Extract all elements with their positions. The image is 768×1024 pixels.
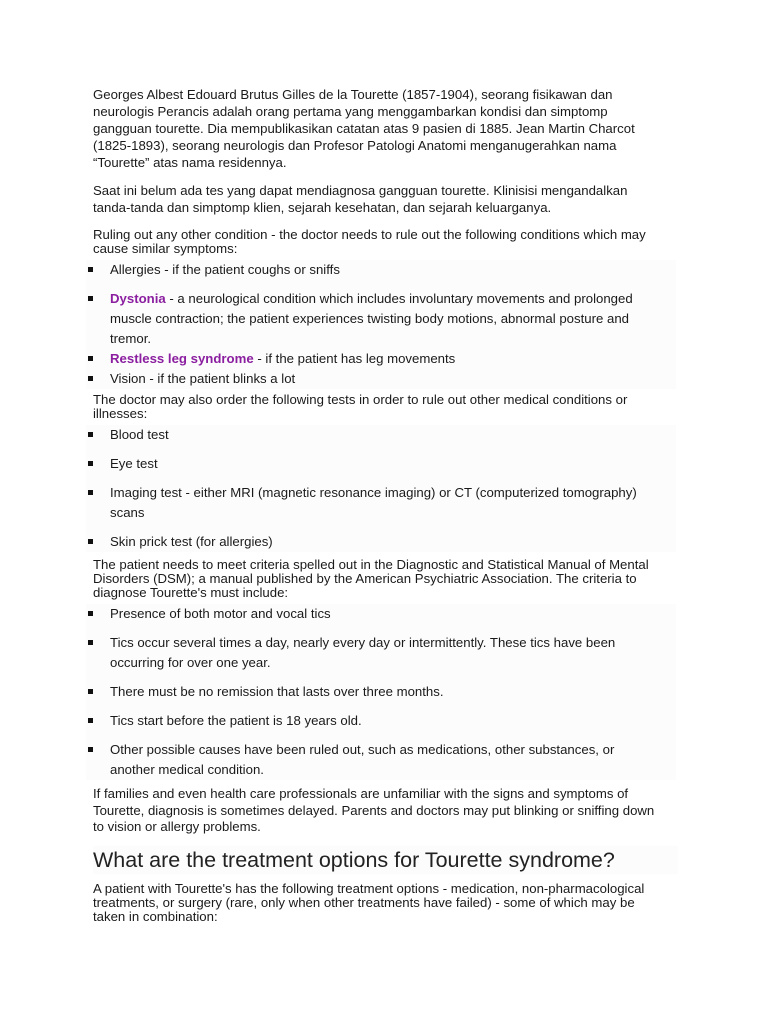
list-item: Tics start before the patient is 18 years old.	[86, 711, 676, 731]
list-item-text: - a neurological condition which includes involuntary movements and prolonged muscle contraction; the patient experiences twisting body motions, abnormal posture and tremor.	[110, 291, 633, 346]
list-item	[86, 369, 676, 389]
diagnosis-paragraph: Saat ini belum ada tes yang dapat mendiagnosa gangguan tourette. Klinisisi mengandalkan tanda-tanda dan simptomp klien, sejarah kesehatan, dan sejarah keluarganya.	[93, 183, 628, 215]
list-item: Skin prick test (for allergies)	[86, 532, 676, 552]
conditions-list	[86, 260, 676, 389]
list-item: Other possible causes have been ruled out, such as medications, other substances, or another medical condition.	[86, 740, 676, 780]
list-item-text: - if the patient has leg movements	[253, 351, 456, 366]
list-item-text: Vision - if the patient blinks a lot	[110, 371, 296, 386]
list-item: Blood test	[86, 425, 676, 445]
list-item: There must be no remission that lasts over three months.	[86, 682, 676, 702]
list-item: Presence of both motor and vocal tics	[86, 604, 676, 624]
tests-intro-paragraph: The doctor may also order the following tests in order to rule out other medical conditions or illnesses:	[93, 392, 628, 421]
treatment-paragraph: A patient with Tourette's has the following treatment options - medication, non-pharmacological treatments, or surgery (rare, only when other treatments have failed) - some of which may be taken in combination:	[93, 881, 645, 924]
restless-leg-syndrome-link[interactable]: Restless leg syndrome	[110, 351, 254, 366]
list-item: Imaging test - either MRI (magnetic resonance imaging) or CT (computerized tomography) scans	[86, 483, 676, 523]
list-item	[86, 349, 676, 369]
list-item: Eye test	[86, 454, 676, 474]
criteria-list	[86, 604, 676, 780]
tests-list	[86, 425, 676, 552]
intro-paragraph: Georges Albest Edouard Brutus Gilles de la Tourette (1857-1904), seorang fisikawan dan neurologis Perancis adalah orang pertama yang menggambarkan kondisi dan simptomp gangguan tourette. Dia mempublikasikan catatan atas 9 pasien di 1885. Jean Martin Charcot (1825-1893), seorang neurologis dan Profesor Patologi Anatomi menganugerahkan nama “Tourette” atas nama residennya.	[93, 87, 635, 170]
list-item	[86, 260, 676, 280]
rule-out-paragraph: Ruling out any other condition - the doctor needs to rule out the following conditions which may cause similar symptoms:	[93, 227, 646, 256]
delay-paragraph: If families and even health care professionals are unfamiliar with the signs and symptoms of Tourette, diagnosis is sometimes delayed. Parents and doctors may put blinking or sniffing down to vision or allergy problems.	[93, 786, 655, 834]
list-item-text: Allergies - if the patient coughs or sniffs	[110, 262, 340, 277]
list-item	[86, 289, 676, 349]
list-item: Tics occur several times a day, nearly every day or intermittently. These tics have been occurring for over one year.	[86, 633, 676, 673]
section-heading: What are the treatment options for Tourette syndrome?	[93, 846, 678, 874]
dsm-paragraph: The patient needs to meet criteria spelled out in the Diagnostic and Statistical Manual of Mental Disorders (DSM); a manual published by the American Psychiatric Association. The criteria to diagnose Tourette's must include:	[93, 557, 649, 600]
dystonia-link[interactable]: Dystonia	[110, 291, 166, 306]
